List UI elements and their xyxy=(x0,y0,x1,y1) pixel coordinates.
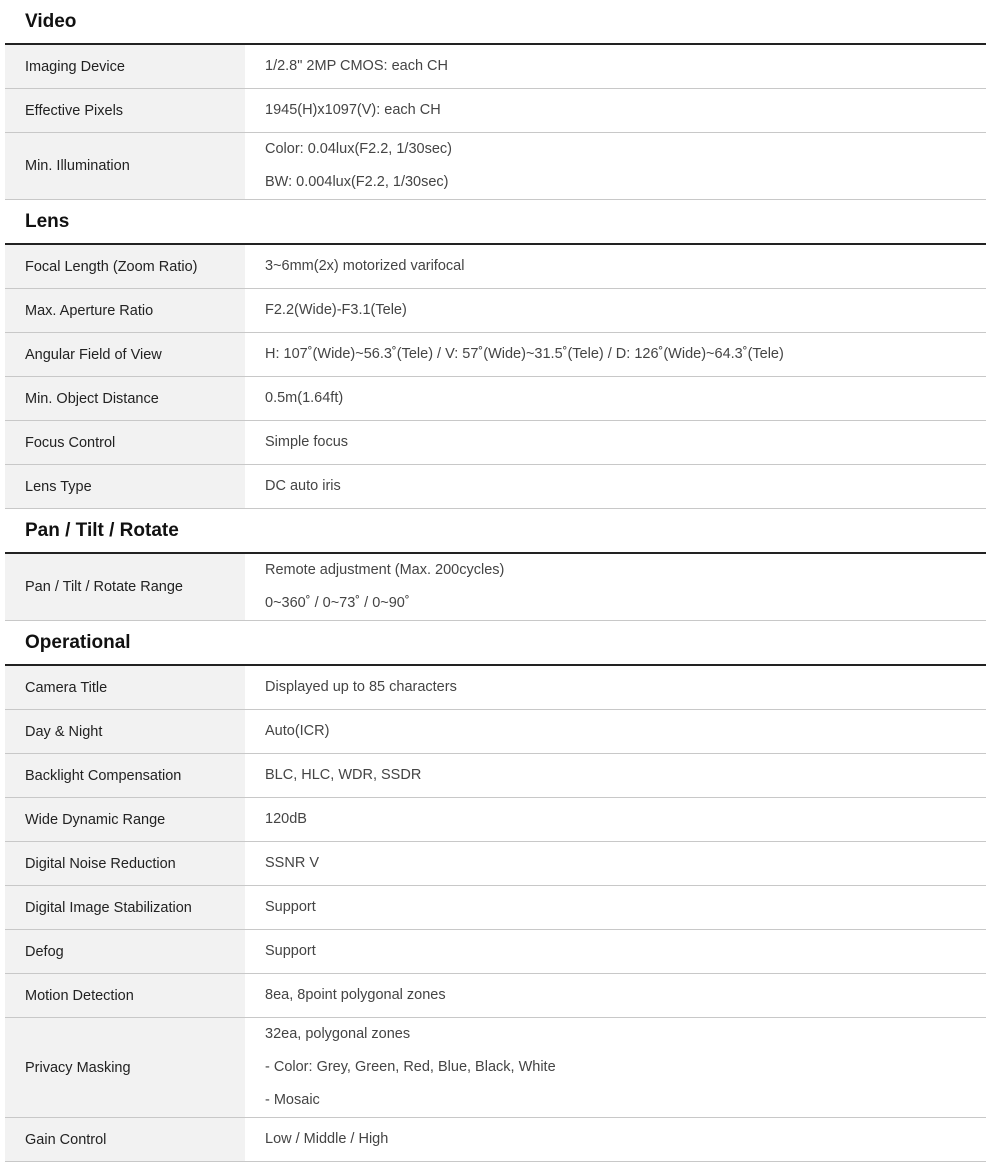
spec-row-digital-image-stabilization xyxy=(5,886,986,930)
spec-row-angular-field-of-view xyxy=(5,333,986,377)
spec-value xyxy=(245,45,986,88)
spec-value xyxy=(245,377,986,420)
spec-label: Backlight Compensation xyxy=(5,754,245,797)
spec-value xyxy=(245,333,986,376)
spec-row-min-illumination xyxy=(5,133,986,200)
section-lens xyxy=(5,200,986,509)
spec-value xyxy=(245,930,986,973)
spec-row-day-night xyxy=(5,710,986,754)
spec-value xyxy=(245,666,986,709)
spec-value xyxy=(245,798,986,841)
spec-row-gain-control xyxy=(5,1118,986,1162)
spec-value xyxy=(245,974,986,1017)
spec-label: Defog xyxy=(5,930,245,973)
spec-row-digital-noise-reduction xyxy=(5,842,986,886)
spec-value xyxy=(245,289,986,332)
spec-label: Pan / Tilt / Rotate Range xyxy=(5,554,245,620)
spec-value-line: SSNR V xyxy=(265,855,319,871)
spec-label: Min. Object Distance xyxy=(5,377,245,420)
spec-value-line: 3~6mm(2x) motorized varifocal xyxy=(265,258,465,274)
spec-value-line: Color: 0.04lux(F2.2, 1/30sec) xyxy=(265,141,452,157)
section-pan-tilt-rotate xyxy=(5,509,986,621)
spec-value-line: H: 107˚(Wide)~56.3˚(Tele) / V: 57˚(Wide)~31.5˚(Tele) / D: 126˚(Wide)~64.3˚(Tele) xyxy=(265,346,784,362)
spec-value xyxy=(245,1018,986,1117)
spec-value xyxy=(245,754,986,797)
spec-value-line: F2.2(Wide)-F3.1(Tele) xyxy=(265,302,407,318)
spec-label: Motion Detection xyxy=(5,974,245,1017)
section-operational xyxy=(5,621,986,1162)
section-title-pan-tilt-rotate: Pan / Tilt / Rotate xyxy=(5,509,986,554)
spec-value-line: 8ea, 8point polygonal zones xyxy=(265,987,446,1003)
spec-value-line: 32ea, polygonal zones xyxy=(265,1026,411,1042)
spec-value xyxy=(245,710,986,753)
spec-value-line: 1/2.8" 2MP CMOS: each CH xyxy=(265,58,448,74)
spec-value xyxy=(245,245,986,288)
spec-row-privacy-masking xyxy=(5,1018,986,1118)
spec-value-line: Support xyxy=(265,943,316,959)
spec-label: Lens Type xyxy=(5,465,245,508)
spec-label: Min. Illumination xyxy=(5,133,245,199)
spec-label: Imaging Device xyxy=(5,45,245,88)
spec-value-line: Displayed up to 85 characters xyxy=(265,679,457,695)
spec-row-lens-type xyxy=(5,465,986,509)
spec-row-effective-pixels xyxy=(5,89,986,133)
spec-value-line: DC auto iris xyxy=(265,478,341,494)
spec-value-line: - Mosaic xyxy=(265,1092,320,1108)
spec-value xyxy=(245,886,986,929)
spec-row-focal-length xyxy=(5,245,986,289)
spec-value xyxy=(245,421,986,464)
spec-label: Day & Night xyxy=(5,710,245,753)
spec-value xyxy=(245,89,986,132)
spec-label: Effective Pixels xyxy=(5,89,245,132)
spec-value xyxy=(245,842,986,885)
spec-label: Angular Field of View xyxy=(5,333,245,376)
spec-label: Focal Length (Zoom Ratio) xyxy=(5,245,245,288)
spec-label: Gain Control xyxy=(5,1118,245,1161)
spec-value xyxy=(245,133,986,199)
spec-label: Digital Noise Reduction xyxy=(5,842,245,885)
spec-row-min-object-distance xyxy=(5,377,986,421)
section-title-operational: Operational xyxy=(5,621,986,666)
spec-row-camera-title xyxy=(5,666,986,710)
spec-value-line: 120dB xyxy=(265,811,307,827)
spec-value-line: 0~360˚ / 0~73˚ / 0~90˚ xyxy=(265,595,410,611)
spec-value-line: Auto(ICR) xyxy=(265,723,330,739)
spec-value-line: Support xyxy=(265,899,316,915)
spec-value xyxy=(245,554,986,620)
spec-row-wide-dynamic-range xyxy=(5,798,986,842)
spec-value-line: 1945(H)x1097(V): each CH xyxy=(265,102,441,118)
spec-row-max-aperture-ratio xyxy=(5,289,986,333)
spec-value-line: BLC, HLC, WDR, SSDR xyxy=(265,767,422,783)
spec-label: Max. Aperture Ratio xyxy=(5,289,245,332)
spec-label: Privacy Masking xyxy=(5,1018,245,1117)
spec-value-line: Low / Middle / High xyxy=(265,1131,389,1147)
spec-row-motion-detection xyxy=(5,974,986,1018)
spec-value xyxy=(245,465,986,508)
spec-value xyxy=(245,1118,986,1161)
spec-value-line: BW: 0.004lux(F2.2, 1/30sec) xyxy=(265,174,449,190)
section-video xyxy=(5,0,986,200)
spec-label: Camera Title xyxy=(5,666,245,709)
spec-value-line: 0.5m(1.64ft) xyxy=(265,390,344,406)
spec-value-line: Simple focus xyxy=(265,434,349,450)
spec-row-focus-control xyxy=(5,421,986,465)
spec-row-imaging-device xyxy=(5,45,986,89)
spec-row-backlight-compensation xyxy=(5,754,986,798)
section-title-video: Video xyxy=(5,0,986,45)
section-title-lens: Lens xyxy=(5,200,986,245)
spec-row-defog xyxy=(5,930,986,974)
spec-label: Digital Image Stabilization xyxy=(5,886,245,929)
spec-value-line: Remote adjustment (Max. 200cycles) xyxy=(265,562,505,578)
spec-value-line: - Color: Grey, Green, Red, Blue, Black, White xyxy=(265,1059,556,1075)
spec-row-pan-tilt-rotate-range xyxy=(5,554,986,621)
spec-label: Focus Control xyxy=(5,421,245,464)
spec-label: Wide Dynamic Range xyxy=(5,798,245,841)
